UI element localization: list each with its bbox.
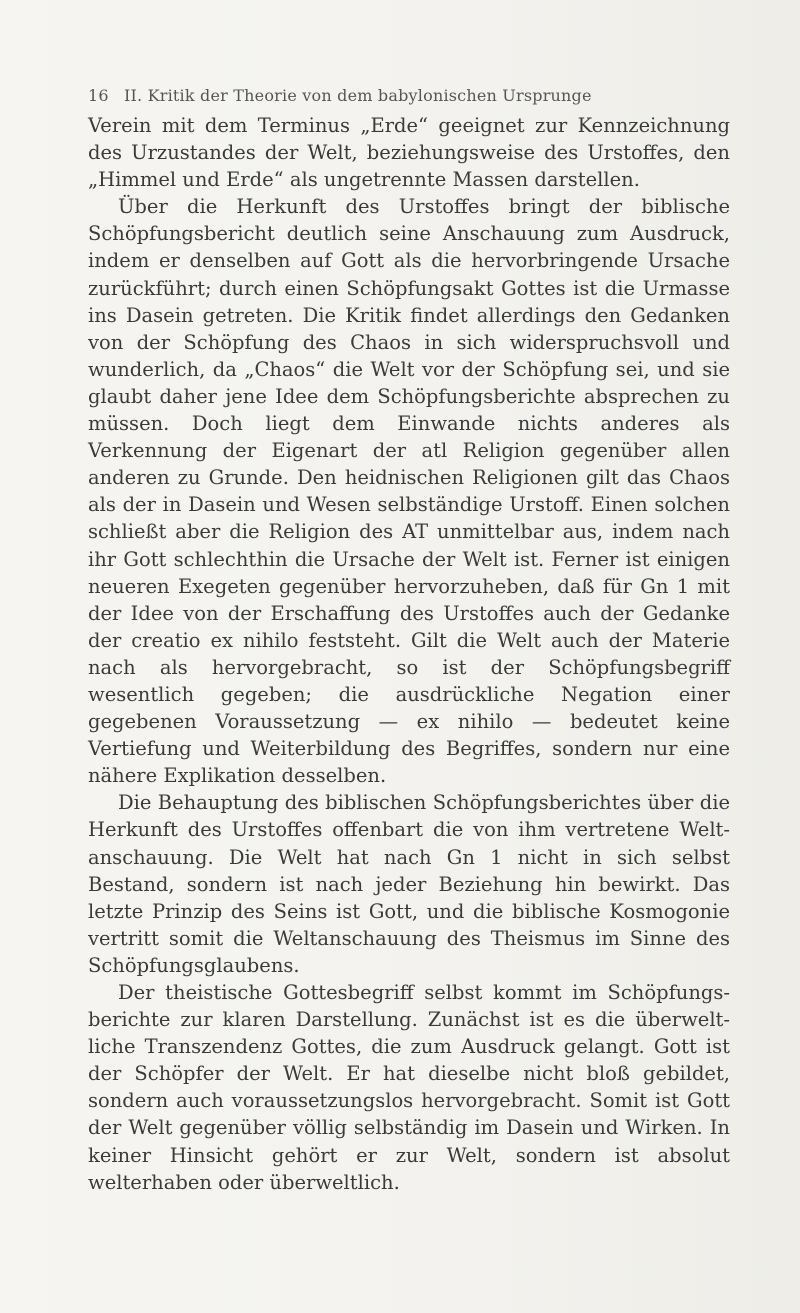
- paragraph: Die Behauptung des biblischen Schöpfungsberichtes über die Herkunft des Urstoffes offenbart die von ihm vertretene Weltanschauung. Die Welt hat nach Gn 1 nicht in sich selbst Bestand, sondern ist nach jeder Beziehung hin bewirkt. Das letzte Prinzip des Seins ist Gott, und die biblische Kosmogonie vertritt somit die Weltanschauung des Theismus im Sinne des Schöpfungsglaubens.: [88, 791, 730, 977]
- running-title: II. Kritik der Theorie von dem babylonischen Ursprunge: [124, 86, 592, 105]
- paragraph: Verein mit dem Terminus „Erde“ geeignet zur Kennzeichnung des Urzustandes der Welt, beziehungsweise des Urstoffes, den „Himmel und Erde“ als ungetrennte Massen darstellen.: [88, 114, 730, 192]
- page-header: [88, 86, 724, 114]
- page-number: 16: [88, 86, 109, 105]
- paragraph: Über die Herkunft des Urstoffes bringt der biblische Schöpfungsbericht deutlich seine Anschauung zum Ausdruck, indem er denselben auf Gott als die hervorbringende Ursache zurückführt; durch einen Schöpfungsakt Gottes ist die Urmasse ins Dasein getreten. Die Kritik findet allerdings den Gedanken von der Schöpfung des Chaos in sich widerspruchsvoll und wunderlich, da „Chaos“ die Welt vor der Schöpfung sei, und sie glaubt daher jene Idee dem Schöpfungsberichte absprechen zu müssen. Doch liegt dem Einwande nichts anderes als Verkennung der Eigenart der atl Religion gegenüber allen anderen zu Grunde. Den heidnischen Religionen gilt das Chaos als der in Dasein und Wesen selbständige Urstoff. Einen solchen schließt aber die Religion des AT unmittelbar aus, indem nach ihr Gott schlechthin die Ursache der Welt ist. Ferner ist einigen neueren Exegeten gegenüber hervorzuheben, daß für Gn 1 mit der Idee von der Erschaffung des Urstoffes auch der Gedanke der creatio ex nihilo feststeht. Gilt die Welt auch der Materie nach als hervorgebracht, so ist der Schöpfungsbegriff wesentlich gegeben; die ausdrückliche Negation einer gegebenen Voraussetzung — ex nihilo — bedeutet keine Vertiefung und Weiterbildung des Begriffes, sondern nur eine nähere Explikation desselben.: [88, 195, 730, 788]
- body-text: [88, 112, 730, 1196]
- paragraph: Der theistische Gottesbegriff selbst kommt im Schöpfungsberichte zur klaren Darstellung. Zunächst ist es die überweltliche Transzendenz Gottes, die zum Ausdruck gelangt. Gott ist der Schöpfer der Welt. Er hat dieselbe nicht bloß gebildet, sondern auch voraussetzungslos hervorgebracht. Somit ist Gott der Welt gegenüber völlig selbständig im Dasein und Wirken. In keiner Hinsicht gehört er zur Welt, sondern ist absolut welterhaben oder überweltlich.: [88, 981, 730, 1194]
